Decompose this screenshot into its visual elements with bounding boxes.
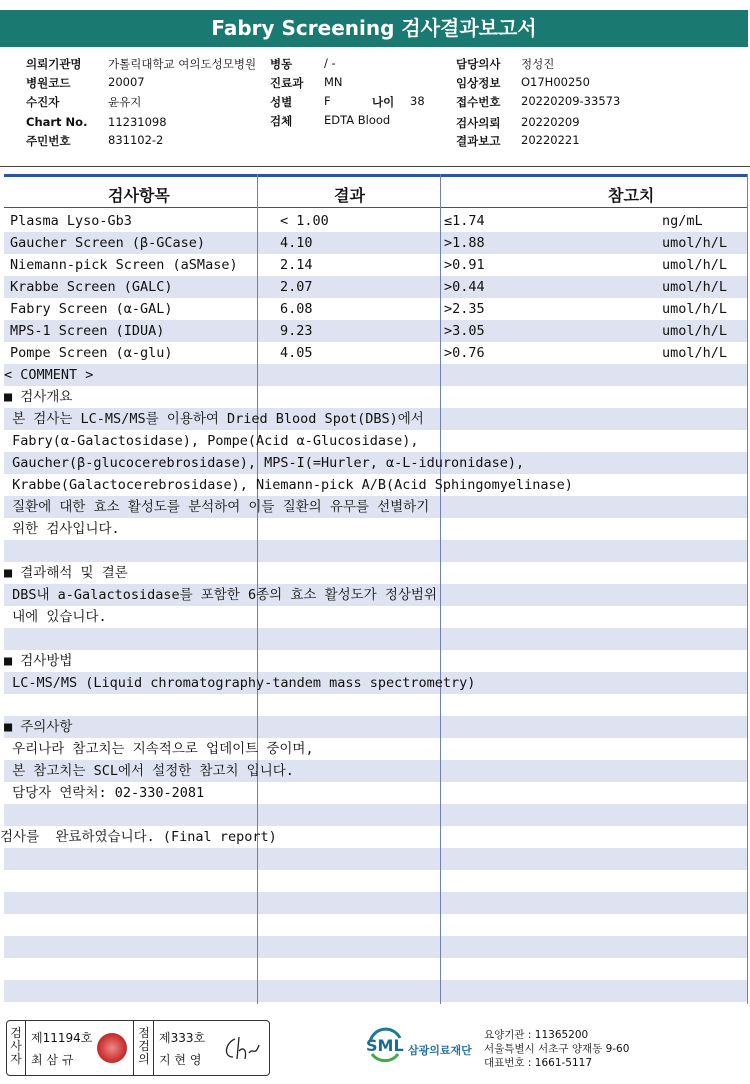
table-stripe (4, 364, 748, 386)
specimen-label: 검체 (270, 114, 293, 128)
ward-value: / - (324, 56, 336, 70)
age-value: 38 (410, 94, 425, 108)
table-stripe (4, 386, 748, 408)
result-ref: >3.05 (444, 323, 485, 339)
result-unit: umol/h/L (662, 279, 728, 295)
result-unit: umol/h/L (662, 323, 728, 339)
patient-value: 윤유지 (108, 95, 142, 109)
patient-label: 수진자 (26, 95, 60, 109)
result-result: 2.07 (280, 279, 313, 295)
table-stripe (4, 936, 748, 958)
age-label: 나이 (372, 95, 395, 109)
comment-line: Krabbe(Galactocerebrosidase), Niemann-pick A/B(Acid Sphingomyelinase) (4, 477, 573, 493)
result-result: 4.10 (280, 235, 313, 251)
result-result: 6.08 (280, 301, 313, 317)
header-reference: 참고치 (608, 186, 655, 205)
result-item: Gaucher Screen (β-GCase) (10, 235, 206, 251)
institution-value: 가톨릭대학교 여의도성모병원 (108, 57, 257, 71)
divider (0, 166, 750, 167)
lab-address: 서울특별시 서초구 양재동 9-60 (484, 1043, 630, 1055)
receipt-value: 20220209-33573 (521, 94, 621, 108)
comment-line: LC-MS/MS (Liquid chromatography-tandem mass spectrometry) (4, 675, 476, 691)
result-ref: >0.91 (444, 257, 485, 273)
doctor-label: 담당의사 (456, 57, 501, 71)
table-stripe (4, 980, 748, 1002)
table-stripe (4, 870, 748, 892)
sml-logo (366, 1026, 472, 1068)
resident-label: 주민번호 (26, 134, 71, 148)
result-unit: umol/h/L (662, 235, 728, 251)
column-divider (440, 174, 441, 1004)
reviewer-number: 제333호 (159, 1031, 206, 1045)
result-result: 9.23 (280, 323, 313, 339)
request-value: 20220209 (521, 115, 580, 129)
lab-phone: 대표번호 : 1661-5117 (484, 1057, 593, 1069)
comment-line: 내에 있습니다. (4, 609, 107, 625)
tester-number: 제11194호 (31, 1031, 93, 1045)
hospital-code-value: 20007 (108, 75, 145, 89)
comment-line: 담당자 연락처: 02-330-2081 (4, 785, 205, 801)
comment-line: 위한 검사입니다. (4, 521, 120, 537)
table-stripe (4, 958, 748, 980)
patient-info (0, 52, 750, 164)
report-date-value: 20220221 (521, 133, 580, 147)
comment-line: < COMMENT > (4, 367, 94, 383)
header-result: 결과 (334, 186, 365, 205)
result-item: Krabbe Screen (GALC) (10, 279, 173, 295)
chart-label: Chart No. (26, 115, 88, 129)
table-stripe (4, 914, 748, 936)
org-name: 삼광의료재단 (408, 1044, 472, 1057)
reviewer-name: 지 현 영 (159, 1053, 202, 1067)
result-unit: umol/h/L (662, 257, 728, 273)
comment-line: 검사를 완료하였습니다. (Final report) (0, 829, 277, 845)
table-stripe (4, 848, 748, 870)
comment-line: Gaucher(β-glucocerebrosidase), MPS-I(=Hurler, α-L-iduronidase), (4, 455, 525, 471)
result-item: MPS-1 Screen (IDUA) (10, 323, 165, 339)
clinical-label: 임상정보 (456, 76, 501, 90)
request-label: 검사의뢰 (456, 116, 501, 130)
comment-line: ■ 검사개요 (4, 389, 73, 405)
comment-line: 본 참고치는 SCL에서 설정한 참고치 입니다. (4, 763, 294, 779)
report-title: Fabry Screening 검사결과보고서 (0, 10, 748, 47)
tester-name: 최 삼 규 (31, 1053, 74, 1067)
logo-text: SML (366, 1036, 404, 1055)
lab-code: 요양기관 : 11365200 (484, 1029, 589, 1041)
doctor-value: 정성진 (521, 57, 555, 71)
specimen-value: EDTA Blood (324, 113, 391, 127)
result-item: Fabry Screen (α-GAL) (10, 301, 173, 317)
result-ref: >0.44 (444, 279, 485, 295)
sex-label: 성별 (270, 95, 293, 109)
lab-info (484, 1028, 629, 1070)
table-stripe (4, 716, 748, 738)
result-ref: >2.35 (444, 301, 485, 317)
receipt-label: 접수번호 (456, 95, 501, 109)
header-item: 검사항목 (108, 186, 170, 205)
table-stripe (4, 804, 748, 826)
sex-value: F (324, 94, 331, 108)
resident-value: 831102-2 (108, 133, 164, 147)
table-stripe (4, 628, 748, 650)
table-header (4, 177, 748, 208)
signature-box (6, 1020, 270, 1076)
comment-line: 본 검사는 LC-MS/MS를 이용하여 Dried Blood Spot(DBS)에서 (4, 411, 424, 427)
comment-line: Fabry(α-Galactosidase), Pompe(Acid α-Glucosidase), (4, 433, 419, 449)
result-ref: >0.76 (444, 345, 485, 361)
comment-line: 우리나라 참고치는 지속적으로 업데이트 중이며, (4, 741, 314, 757)
reviewer-label: 점 검 의 (138, 1026, 150, 1066)
result-ref: ≤1.74 (444, 213, 485, 229)
result-unit: umol/h/L (662, 301, 728, 317)
dept-value: MN (324, 75, 343, 89)
result-result: < 1.00 (280, 213, 329, 229)
dept-label: 진료과 (270, 76, 304, 90)
comment-line: DBS내 a-Galactosidase를 포함한 6종의 효소 활성도가 정상범위 (4, 587, 438, 603)
result-item: Pompe Screen (α-glu) (10, 345, 173, 361)
result-unit: umol/h/L (662, 345, 728, 361)
comment-line: 질환에 대한 효소 활성도를 분석하여 이들 질환의 유무를 선별하기 (4, 499, 430, 515)
result-unit: ng/mL (662, 213, 703, 229)
table-stripe (4, 606, 748, 628)
result-table (0, 174, 748, 1004)
clinical-value: O17H00250 (521, 75, 590, 89)
result-item: Niemann-pick Screen (aSMase) (10, 257, 238, 273)
column-divider (747, 174, 748, 1004)
tester-seal (97, 1033, 127, 1063)
comment-line: ■ 검사방법 (4, 653, 73, 669)
tester-label: 검 사 자 (10, 1026, 22, 1066)
table-stripe (4, 892, 748, 914)
chart-value: 11231098 (108, 115, 167, 129)
hospital-code-label: 병원코드 (26, 76, 71, 90)
report-date-label: 결과보고 (456, 134, 501, 148)
table-stripe (4, 540, 748, 562)
result-result: 4.05 (280, 345, 313, 361)
result-item: Plasma Lyso-Gb3 (10, 213, 132, 229)
footer (0, 1010, 750, 1084)
result-result: 2.14 (280, 257, 313, 273)
institution-label: 의뢰기관명 (26, 57, 82, 71)
signature-icon (221, 1033, 261, 1063)
comment-line: ■ 결과해석 및 결론 (4, 565, 128, 581)
table-stripe (4, 694, 748, 716)
table-stripe (4, 650, 748, 672)
ward-label: 병동 (270, 57, 293, 71)
comment-line: ■ 주의사항 (4, 719, 73, 735)
result-ref: >1.88 (444, 235, 485, 251)
